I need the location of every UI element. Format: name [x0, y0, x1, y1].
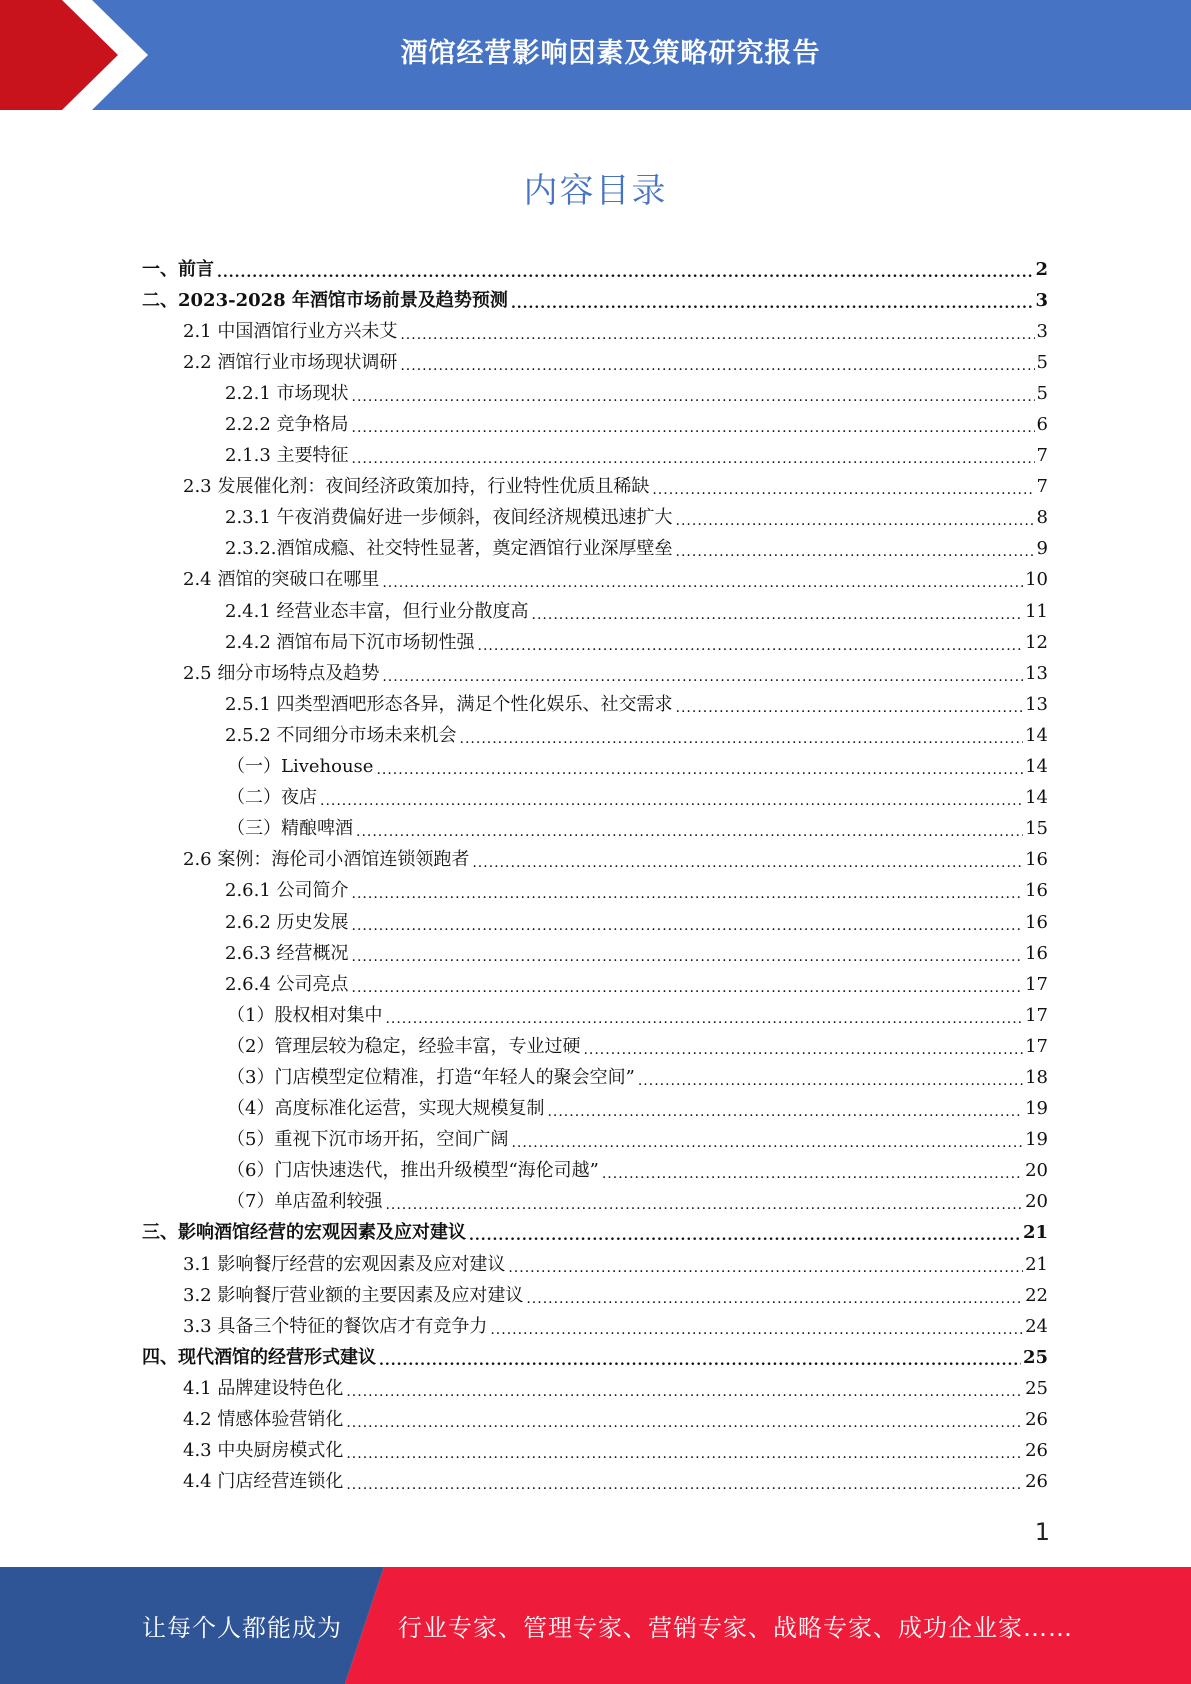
toc-entry[interactable] — [142, 907, 1048, 938]
table-of-contents — [142, 254, 1048, 1498]
toc-entry-page: 26 — [1025, 1471, 1048, 1493]
toc-entry-page: 17 — [1025, 1004, 1048, 1026]
toc-entry-page: 10 — [1025, 569, 1048, 591]
toc-leader-dots — [511, 293, 1034, 315]
toc-entry-page: 5 — [1036, 382, 1048, 404]
toc-entry[interactable] — [142, 658, 1048, 689]
toc-leader-dots — [508, 1257, 1023, 1279]
footer-slogan-left: 让每个人都能成为 — [142, 1614, 342, 1642]
toc-leader-dots — [379, 1350, 1021, 1372]
toc-entry-text: 三、影响酒馆经营的宏观因素及应对建议 — [142, 1222, 466, 1244]
toc-entry-text: 3.1 影响餐厅经营的宏观因素及应对建议 — [183, 1253, 506, 1275]
toc-entry[interactable] — [142, 1218, 1048, 1249]
toc-leader-dots — [346, 1412, 1023, 1434]
toc-entry[interactable] — [142, 472, 1048, 503]
toc-leader-dots — [346, 1443, 1023, 1465]
toc-entry[interactable] — [142, 534, 1048, 565]
toc-leader-dots — [511, 1132, 1023, 1154]
toc-entry-page: 7 — [1036, 445, 1048, 467]
toc-entry-page: 26 — [1025, 1409, 1048, 1431]
toc-entry-page: 26 — [1025, 1440, 1048, 1462]
toc-entry[interactable] — [142, 1467, 1048, 1498]
toc-entry-page: 15 — [1025, 818, 1048, 840]
toc-entry-page: 14 — [1025, 756, 1048, 778]
toc-entry[interactable] — [142, 441, 1048, 472]
toc-entry-text: （二）夜店 — [227, 787, 317, 809]
toc-entry-page: 16 — [1025, 880, 1048, 902]
toc-leader-dots — [352, 417, 1035, 439]
toc-entry-text: 2.6.3 经营概况 — [225, 942, 349, 964]
toc-entry-page: 19 — [1025, 1098, 1048, 1120]
toc-entry[interactable] — [142, 565, 1048, 596]
page-footer — [0, 1567, 1191, 1684]
toc-entry[interactable] — [142, 1125, 1048, 1156]
toc-leader-dots — [676, 697, 1024, 719]
toc-entry-page: 6 — [1036, 414, 1048, 436]
toc-entry-text: 2.4.1 经营业态丰富，但行业分散度高 — [225, 600, 529, 622]
toc-entry[interactable] — [142, 316, 1048, 347]
toc-entry-page: 2 — [1035, 258, 1048, 280]
toc-entry[interactable] — [142, 254, 1048, 285]
toc-entry[interactable] — [142, 752, 1048, 783]
toc-entry-text: （3）门店模型定位精准，打造“年轻人的聚会空间” — [227, 1066, 635, 1088]
toc-entry-page: 22 — [1025, 1284, 1048, 1306]
footer-slogan-right: 行业专家、管理专家、营销专家、战略专家、成功企业家…… — [398, 1614, 1073, 1642]
page-header — [0, 0, 1191, 110]
toc-entry-page: 16 — [1025, 911, 1048, 933]
toc-entry-page: 24 — [1025, 1315, 1048, 1337]
toc-entry-text: （1）股权相对集中 — [227, 1004, 383, 1026]
toc-entry[interactable] — [142, 689, 1048, 720]
toc-entry[interactable] — [142, 1280, 1048, 1311]
toc-leader-dots — [478, 635, 1024, 657]
header-title: 酒馆经营影响因素及策略研究报告 — [400, 37, 821, 69]
toc-entry-page: 5 — [1036, 351, 1048, 373]
toc-leader-dots — [676, 541, 1035, 563]
page-number: 1 — [1034, 1518, 1050, 1546]
toc-entry-page: 17 — [1025, 1035, 1048, 1057]
toc-entry-text: （2）管理层较为稳定，经验丰富，专业过硬 — [227, 1035, 581, 1057]
toc-entry[interactable] — [142, 378, 1048, 409]
toc-entry[interactable] — [142, 347, 1048, 378]
toc-entry-page: 8 — [1036, 507, 1048, 529]
toc-leader-dots — [385, 1008, 1023, 1030]
toc-entry-text: 2.4.2 酒馆布局下沉市场韧性强 — [225, 631, 475, 653]
toc-entry-page: 17 — [1025, 973, 1048, 995]
toc-entry[interactable] — [142, 938, 1048, 969]
toc-entry-text: 四、现代酒馆的经营形式建议 — [142, 1346, 376, 1368]
toc-entry-text: 3.2 影响餐厅营业额的主要因素及应对建议 — [183, 1284, 524, 1306]
toc-entry-text: 4.3 中央厨房模式化 — [183, 1440, 344, 1462]
toc-entry-text: 2.4 酒馆的突破口在哪里 — [183, 569, 380, 591]
toc-leader-dots — [472, 852, 1023, 874]
toc-leader-dots — [346, 1474, 1023, 1496]
toc-entry[interactable] — [142, 876, 1048, 907]
toc-entry[interactable] — [142, 1094, 1048, 1125]
toc-entry-page: 9 — [1036, 538, 1048, 560]
toc-entry[interactable] — [142, 596, 1048, 627]
toc-leader-dots — [385, 1194, 1023, 1216]
toc-leader-dots — [352, 883, 1024, 905]
toc-entry-text: 一、前言 — [142, 258, 214, 280]
toc-entry-text: 2.2 酒馆行业市场现状调研 — [183, 351, 398, 373]
toc-entry-text: （4）高度标准化运营，实现大规模复制 — [227, 1098, 545, 1120]
toc-entry-text: （6）门店快速迭代，推出升级模型“海伦司越” — [227, 1160, 599, 1182]
toc-entry-text: 2.6.2 历史发展 — [225, 911, 349, 933]
toc-entry-text: 2.5 细分市场特点及趋势 — [183, 662, 380, 684]
toc-entry[interactable] — [142, 1249, 1048, 1280]
toc-entry[interactable] — [142, 1187, 1048, 1218]
toc-entry-text: 2.5.1 四类型酒吧形态各异，满足个性化娱乐、社交需求 — [225, 693, 673, 715]
toc-entry-text: （5）重视下沉市场开拓，空间广阔 — [227, 1129, 509, 1151]
toc-entry-text: 2.2.2 竞争格局 — [225, 414, 349, 436]
toc-leader-dots — [352, 386, 1035, 408]
toc-leader-dots — [490, 1319, 1023, 1341]
toc-entry[interactable] — [142, 627, 1048, 658]
toc-leader-dots — [352, 946, 1024, 968]
toc-leader-dots — [352, 977, 1024, 999]
toc-entry-text: 2.2.1 市场现状 — [225, 382, 349, 404]
toc-entry[interactable] — [142, 1311, 1048, 1342]
toc-entry-page: 25 — [1022, 1346, 1048, 1368]
toc-entry[interactable] — [142, 1404, 1048, 1435]
toc-entry[interactable] — [142, 1373, 1048, 1404]
toc-entry-text: 2.1.3 主要特征 — [225, 445, 349, 467]
toc-entry-page: 11 — [1025, 600, 1048, 622]
toc-title: 内容目录 — [523, 171, 668, 211]
toc-entry[interactable] — [142, 814, 1048, 845]
toc-entry-text: 2.6 案例：海伦司小酒馆连锁领跑者 — [183, 849, 470, 871]
toc-entry[interactable] — [142, 285, 1048, 316]
toc-entry-text: 二、2023-2028 年酒馆市场前景及趋势预测 — [142, 289, 508, 311]
toc-entry[interactable] — [142, 1156, 1048, 1187]
toc-entry[interactable] — [142, 503, 1048, 534]
toc-leader-dots — [400, 355, 1034, 377]
toc-entry-page: 21 — [1025, 1253, 1048, 1275]
toc-entry-page: 12 — [1025, 631, 1048, 653]
toc-leader-dots — [526, 1288, 1023, 1310]
toc-entry-page: 13 — [1025, 662, 1048, 684]
toc-entry[interactable] — [142, 783, 1048, 814]
toc-entry-page: 3 — [1035, 289, 1048, 311]
toc-entry-text: 2.6.1 公司简介 — [225, 880, 349, 902]
toc-entry[interactable] — [142, 969, 1048, 1000]
toc-entry-text: 2.6.4 公司亮点 — [225, 973, 349, 995]
toc-entry-page: 20 — [1025, 1160, 1048, 1182]
toc-entry-text: 2.3.2.酒馆成瘾、社交特性显著，奠定酒馆行业深厚壁垒 — [225, 538, 673, 560]
toc-entry[interactable] — [142, 1342, 1048, 1373]
toc-entry-text: （7）单店盈利较强 — [227, 1191, 383, 1213]
toc-entry-text: 2.3 发展催化剂：夜间经济政策加持，行业特性优质且稀缺 — [183, 476, 650, 498]
toc-leader-dots — [460, 728, 1024, 750]
toc-entry-page: 3 — [1036, 320, 1048, 342]
toc-leader-dots — [356, 821, 1023, 843]
toc-leader-dots — [652, 479, 1034, 501]
toc-leader-dots — [638, 1070, 1023, 1092]
toc-entry-text: 3.3 具备三个特征的餐饮店才有竞争力 — [183, 1315, 488, 1337]
toc-leader-dots — [376, 759, 1023, 781]
toc-entry-page: 21 — [1022, 1222, 1048, 1244]
toc-leader-dots — [602, 1163, 1023, 1185]
toc-leader-dots — [217, 262, 1033, 284]
toc-entry[interactable] — [142, 1031, 1048, 1062]
toc-leader-dots — [382, 666, 1023, 688]
toc-entry-page: 7 — [1036, 476, 1048, 498]
toc-entry-page: 18 — [1025, 1066, 1048, 1088]
toc-leader-dots — [676, 510, 1035, 532]
toc-entry-page: 16 — [1025, 942, 1048, 964]
toc-entry[interactable] — [142, 1436, 1048, 1467]
toc-leader-dots — [346, 1381, 1023, 1403]
toc-entry[interactable] — [142, 720, 1048, 751]
toc-entry-text: 2.1 中国酒馆行业方兴未艾 — [183, 320, 398, 342]
toc-entry[interactable] — [142, 409, 1048, 440]
toc-entry[interactable] — [142, 1000, 1048, 1031]
toc-entry-page: 14 — [1025, 787, 1048, 809]
toc-leader-dots — [352, 448, 1035, 470]
toc-entry-text: （一）Livehouse — [227, 756, 374, 778]
toc-entry-text: 4.4 门店经营连锁化 — [183, 1471, 344, 1493]
toc-entry-text: 2.5.2 不同细分市场未来机会 — [225, 724, 457, 746]
toc-entry[interactable] — [142, 1062, 1048, 1093]
toc-entry-text: 4.2 情感体验营销化 — [183, 1409, 344, 1431]
toc-entry-text: 4.1 品牌建设特色化 — [183, 1377, 344, 1399]
toc-leader-dots — [469, 1225, 1021, 1247]
toc-entry[interactable] — [142, 845, 1048, 876]
toc-entry-page: 20 — [1025, 1191, 1048, 1213]
toc-leader-dots — [320, 790, 1023, 812]
toc-leader-dots — [382, 572, 1023, 594]
toc-entry-text: 2.3.1 午夜消费偏好进一步倾斜，夜间经济规模迅速扩大 — [225, 507, 673, 529]
toc-entry-page: 16 — [1025, 849, 1048, 871]
toc-entry-page: 14 — [1025, 724, 1048, 746]
toc-leader-dots — [532, 604, 1024, 626]
toc-leader-dots — [547, 1101, 1023, 1123]
toc-entry-page: 25 — [1025, 1377, 1048, 1399]
toc-leader-dots — [352, 915, 1024, 937]
toc-entry-text: （三）精酿啤酒 — [227, 818, 353, 840]
toc-leader-dots — [400, 324, 1034, 346]
toc-entry-page: 19 — [1025, 1129, 1048, 1151]
toc-entry-page: 13 — [1025, 693, 1048, 715]
toc-leader-dots — [583, 1039, 1023, 1061]
